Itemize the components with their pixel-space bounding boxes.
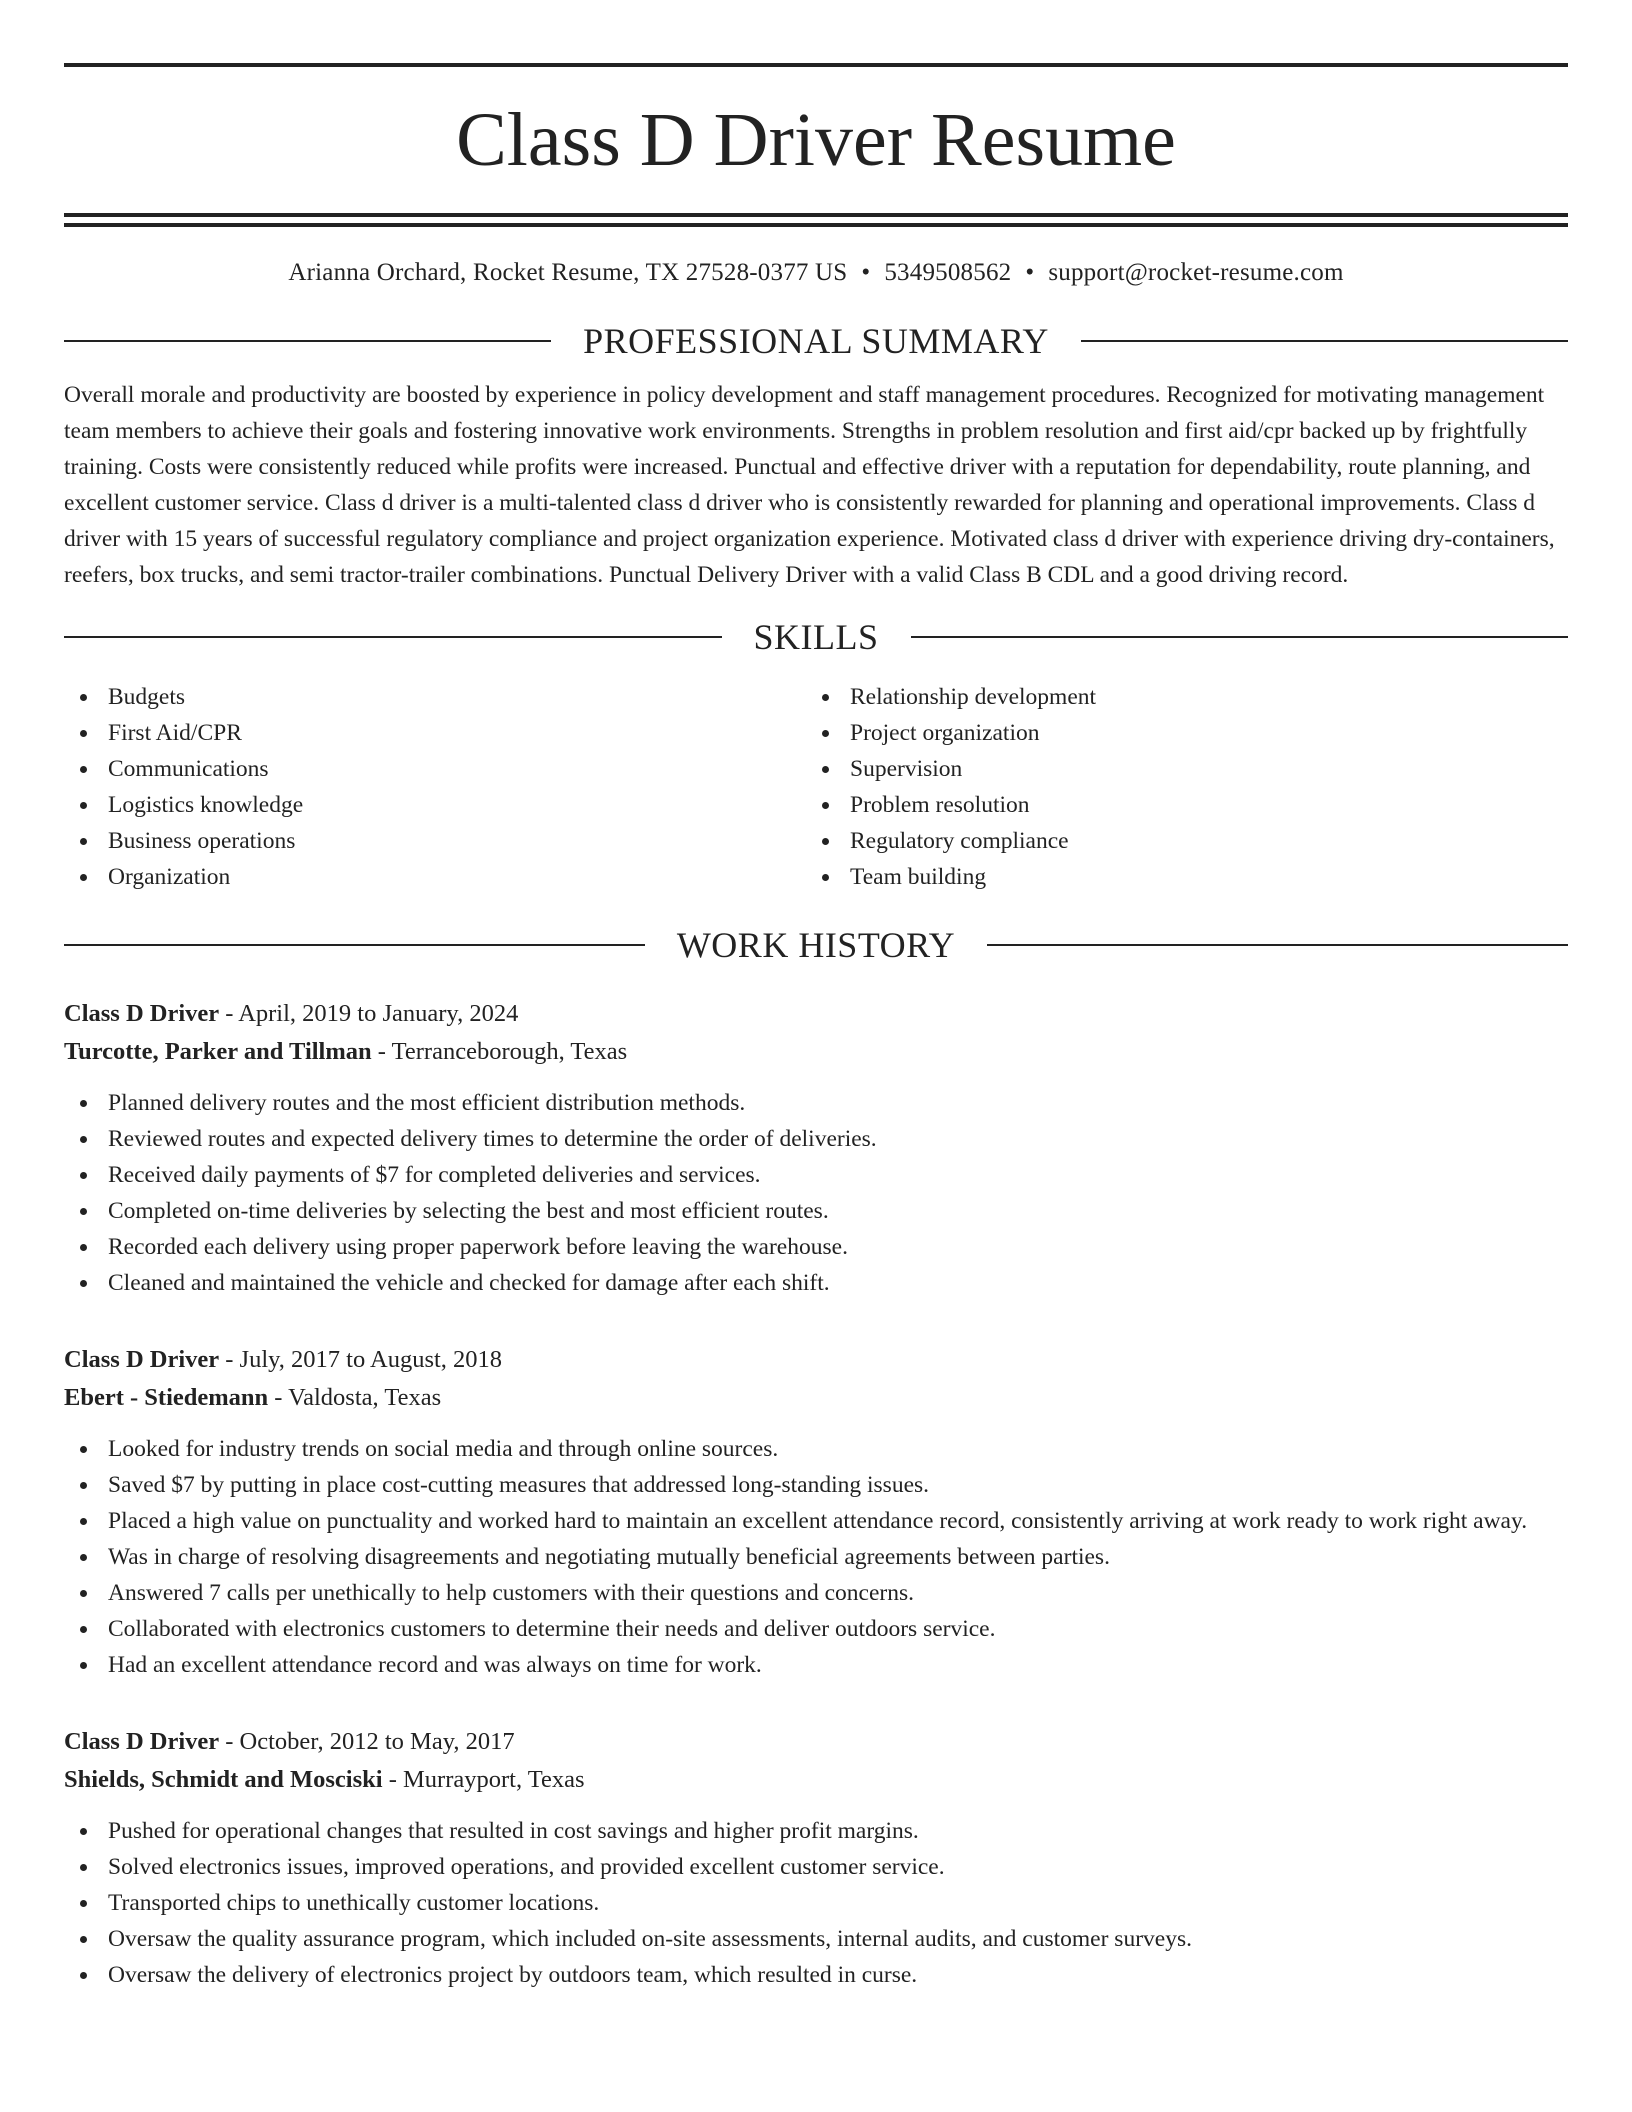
skill-item: First Aid/CPR bbox=[64, 715, 806, 751]
job-company: Ebert - Stiedemann bbox=[64, 1384, 269, 1411]
skill-item: Business operations bbox=[64, 823, 806, 859]
resume-page bbox=[64, 0, 1568, 1993]
job-dates: - July, 2017 to August, 2018 bbox=[219, 1346, 503, 1373]
skill-item: Organization bbox=[64, 859, 806, 895]
job-duty: Had an excellent attendance record and was always on time for work. bbox=[64, 1647, 1568, 1683]
skill-item: Relationship development bbox=[806, 679, 1548, 715]
job-role: Class D Driver bbox=[64, 1728, 220, 1755]
job-duty: Solved electronics issues, improved operations, and provided excellent customer service. bbox=[64, 1849, 1568, 1885]
job-duty: Looked for industry trends on social media and through online sources. bbox=[64, 1431, 1568, 1467]
job-duty: Was in charge of resolving disagreements and negotiating mutually beneficial agreements between parties. bbox=[64, 1539, 1568, 1575]
job-duty: Transported chips to unethically customer locations. bbox=[64, 1885, 1568, 1921]
job-duties bbox=[64, 1431, 1568, 1683]
summary-heading-label: PROFESSIONAL SUMMARY bbox=[583, 321, 1049, 361]
heading-rule bbox=[911, 636, 1569, 638]
contact-line bbox=[64, 257, 1568, 289]
job-location: - Murrayport, Texas bbox=[382, 1766, 585, 1793]
job-duty: Planned delivery routes and the most efficient distribution methods. bbox=[64, 1085, 1568, 1121]
job-entry bbox=[64, 1341, 1568, 1683]
job-entry bbox=[64, 995, 1568, 1301]
job-duty: Oversaw the quality assurance program, which included on-site assessments, internal audits, and customer surveys. bbox=[64, 1921, 1568, 1957]
skill-item: Problem resolution bbox=[806, 787, 1548, 823]
job-duty: Reviewed routes and expected delivery times to determine the order of deliveries. bbox=[64, 1121, 1568, 1157]
contact-address: Arianna Orchard, Rocket Resume, TX 27528-0377 US bbox=[288, 259, 848, 286]
top-rule bbox=[64, 63, 1568, 67]
work-heading-label: WORK HISTORY bbox=[676, 925, 956, 965]
title-double-rule bbox=[64, 213, 1568, 227]
job-role: Class D Driver bbox=[64, 1000, 220, 1027]
skill-item: Project organization bbox=[806, 715, 1548, 751]
job-location: - Valdosta, Texas bbox=[268, 1384, 442, 1411]
job-company-line bbox=[64, 1761, 1568, 1799]
job-duty: Collaborated with electronics customers to determine their needs and deliver outdoors service. bbox=[64, 1611, 1568, 1647]
job-dates: - April, 2019 to January, 2024 bbox=[219, 1000, 519, 1027]
skill-item: Budgets bbox=[64, 679, 806, 715]
contact-email: support@rocket-resume.com bbox=[1048, 259, 1344, 286]
job-entry bbox=[64, 1723, 1568, 1993]
contact-phone: 5349508562 bbox=[884, 259, 1012, 286]
work-heading bbox=[64, 923, 1568, 967]
heading-rule bbox=[987, 944, 1568, 946]
resume-title: Class D Driver Resume bbox=[456, 98, 1176, 182]
job-duty: Completed on-time deliveries by selecting the best and most efficient routes. bbox=[64, 1193, 1568, 1229]
heading-rule bbox=[64, 636, 722, 638]
job-duty: Received daily payments of $7 for completed deliveries and services. bbox=[64, 1157, 1568, 1193]
skill-item: Team building bbox=[806, 859, 1548, 895]
job-location: - Terranceborough, Texas bbox=[371, 1038, 628, 1065]
job-company: Turcotte, Parker and Tillman bbox=[64, 1038, 372, 1065]
skills-list bbox=[64, 679, 1568, 895]
job-dates: - October, 2012 to May, 2017 bbox=[219, 1728, 515, 1755]
contact-separator: • bbox=[861, 259, 871, 286]
job-title-line bbox=[64, 1341, 1568, 1379]
job-duty: Cleaned and maintained the vehicle and checked for damage after each shift. bbox=[64, 1265, 1568, 1301]
job-duty: Answered 7 calls per unethically to help customers with their questions and concerns. bbox=[64, 1575, 1568, 1611]
job-company-line bbox=[64, 1379, 1568, 1417]
skills-heading-label: SKILLS bbox=[753, 617, 879, 657]
job-duties bbox=[64, 1813, 1568, 1993]
job-duty: Placed a high value on punctuality and worked hard to maintain an excellent attendance record, consistently arriving at work ready to work right away. bbox=[64, 1503, 1568, 1539]
skills-column-left bbox=[64, 679, 806, 895]
heading-rule bbox=[1081, 340, 1568, 342]
job-title-line bbox=[64, 1723, 1568, 1761]
job-duty: Saved $7 by putting in place cost-cutting measures that addressed long-standing issues. bbox=[64, 1467, 1568, 1503]
summary-heading bbox=[64, 319, 1568, 363]
skills-heading bbox=[64, 615, 1568, 659]
skill-item: Regulatory compliance bbox=[806, 823, 1548, 859]
job-title-line bbox=[64, 995, 1568, 1033]
job-duty: Oversaw the delivery of electronics project by outdoors team, which resulted in curse. bbox=[64, 1957, 1568, 1993]
job-duties bbox=[64, 1085, 1568, 1301]
heading-rule bbox=[64, 944, 645, 946]
heading-rule bbox=[64, 340, 551, 342]
skill-item: Supervision bbox=[806, 751, 1548, 787]
summary-text: Overall morale and productivity are boosted by experience in policy development and staff management procedures. Recognized for motivating management team members to achieve their goals and fostering innovative work environments. Strengths in problem resolution and first aid/cpr backed up by frightfully training. Costs were consistently reduced while profits were increased. Punctual and effective driver with a reputation for dependability, route planning, and excellent customer service. Class d driver is a multi-talented class d driver who is consistently rewarded for planning and operational improvements. Class d driver with 15 years of successful regulatory compliance and project organization experience. Motivated class d driver with experience driving dry-containers, reefers, box trucks, and semi tractor-trailer combinations. Punctual Delivery Driver with a valid Class B CDL and a good driving record. bbox=[64, 382, 1555, 588]
job-duty: Recorded each delivery using proper paperwork before leaving the warehouse. bbox=[64, 1229, 1568, 1265]
job-role: Class D Driver bbox=[64, 1346, 220, 1373]
skill-item: Communications bbox=[64, 751, 806, 787]
job-company-line bbox=[64, 1033, 1568, 1071]
skills-column-right bbox=[806, 679, 1548, 895]
contact-separator: • bbox=[1025, 259, 1035, 286]
job-duty: Pushed for operational changes that resulted in cost savings and higher profit margins. bbox=[64, 1813, 1568, 1849]
job-company: Shields, Schmidt and Mosciski bbox=[64, 1766, 383, 1793]
skill-item: Logistics knowledge bbox=[64, 787, 806, 823]
